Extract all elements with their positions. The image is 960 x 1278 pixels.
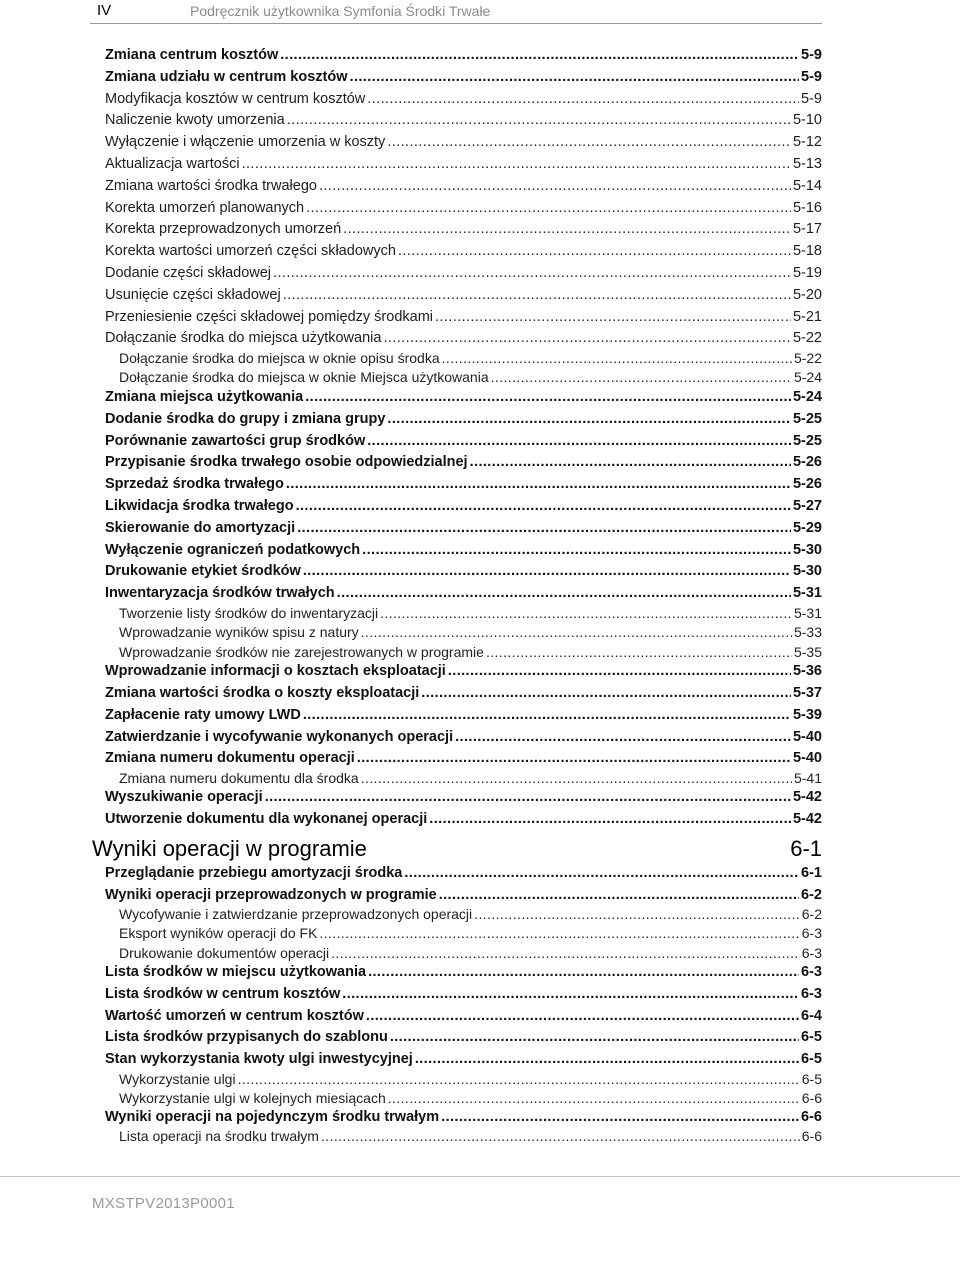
toc-entry[interactable] [105, 475, 822, 493]
toc-entry-page: 5-21 [792, 308, 822, 325]
page-header [0, 0, 960, 26]
toc-entry[interactable] [105, 453, 822, 471]
dot-leader [362, 541, 791, 559]
toc-entry[interactable] [105, 90, 822, 108]
toc-entry[interactable] [105, 111, 822, 129]
dot-leader [441, 1108, 799, 1126]
dot-leader [387, 133, 791, 151]
toc-entry-title: Zmiana miejsca użytkowania [105, 388, 304, 405]
toc-entry-page: 5-26 [792, 476, 822, 493]
dot-leader [474, 905, 800, 923]
footer-rule [0, 1176, 960, 1177]
toc-entry[interactable] [119, 944, 822, 962]
toc-entry-page: 6-5 [801, 1051, 822, 1068]
dot-leader [321, 1127, 800, 1145]
toc-entry-page: 5-24 [793, 369, 822, 386]
dot-leader [296, 497, 791, 515]
dot-leader [242, 155, 791, 173]
toc-entry-title: Przeglądanie przebiegu amortyzacji środka [105, 865, 403, 881]
toc-entry-title: Korekta umorzeń planowanych [105, 199, 305, 216]
dot-leader [367, 432, 791, 450]
dot-leader [442, 349, 792, 367]
dot-leader [297, 519, 791, 537]
toc-entry-page: 5-9 [801, 47, 822, 63]
toc-entry-title: Tworzenie listy środków do inwentaryzacji [119, 604, 379, 621]
toc-entry-page: 5-42 [792, 811, 822, 828]
toc-entry[interactable] [105, 706, 822, 724]
toc-entry[interactable] [119, 1127, 822, 1145]
toc-entry-title: Lista środków w centrum kosztów [105, 985, 341, 1002]
toc-entry-title: Utworzenie dokumentu dla wykonanej operacji [105, 811, 428, 828]
toc-entry-page: 5-37 [792, 684, 822, 701]
toc-entry-page: 5-22 [793, 349, 822, 366]
dot-leader [361, 623, 792, 641]
toc-entry-page: 5-17 [792, 221, 822, 238]
toc-entry-title: Przeniesienie części składowej pomiędzy środkami [105, 308, 433, 325]
toc-entry-title: Wyłączenie ograniczeń podatkowych [105, 541, 361, 558]
dot-leader [491, 368, 792, 386]
dot-leader [319, 177, 791, 195]
toc-entry-page: 5-10 [792, 112, 822, 129]
toc-entry[interactable] [119, 905, 822, 923]
dot-leader [421, 684, 791, 702]
toc-entry[interactable] [105, 155, 822, 173]
toc-entry[interactable] [105, 985, 822, 1003]
toc-entry[interactable] [105, 562, 822, 580]
dot-leader [404, 864, 799, 882]
toc-entry-page: 5-31 [793, 604, 822, 621]
toc-entry-title: Zmiana numeru dokumentu dla środka [119, 769, 359, 786]
dot-leader [455, 728, 791, 746]
toc-entry-title: Zmiana wartości środka trwałego [105, 177, 317, 194]
dot-leader [303, 562, 791, 580]
toc-entry-title: Wartość umorzeń w centrum kosztów [105, 1007, 364, 1024]
toc-entry-title: Wykorzystanie ulgi w kolejnych miesiącach [119, 1089, 386, 1106]
toc-entry-page: 5-33 [793, 624, 822, 641]
toc-entry-title: Lista środków przypisanych do szablonu [105, 1029, 388, 1046]
toc-entry[interactable] [105, 308, 822, 326]
toc-entry-title: Dołączanie środka do miejsca w oknie Miejsca użytkowania [119, 369, 489, 386]
toc-entry-title: Naliczenie kwoty umorzenia [105, 112, 285, 129]
document-code: MXSTPV2013P0001 [92, 1195, 235, 1212]
dot-leader [387, 410, 791, 428]
toc-entry-title: Wycofywanie i zatwierdzanie przeprowadzonych operacji [119, 906, 473, 923]
toc-entry[interactable] [119, 924, 822, 942]
toc-entry-title: Inwentaryzacja środków trwałych [105, 585, 335, 602]
toc-entry-page: 6-6 [801, 1128, 822, 1145]
toc-entry[interactable] [119, 1070, 822, 1088]
toc-entry-page: 5-14 [792, 177, 822, 194]
toc-entry-page: 6-3 [801, 964, 822, 980]
toc-entry[interactable] [105, 810, 822, 828]
toc-entry[interactable] [105, 788, 822, 806]
toc-entry[interactable] [105, 584, 822, 602]
toc-entry[interactable] [105, 133, 822, 151]
toc-entry[interactable] [105, 662, 822, 680]
toc-entry-title: Wyniki operacji na pojedynczym środku trwałym [105, 1109, 440, 1126]
toc-entry-page: 5-18 [792, 243, 822, 260]
toc-entry[interactable] [105, 541, 822, 559]
toc-entry-page: 6-5 [801, 1029, 822, 1046]
toc-entry-title: Wyszukiwanie operacji [105, 789, 263, 806]
toc-entry-title: Korekta wartości umorzeń części składowych [105, 243, 396, 260]
toc-entry-page: 5-20 [792, 286, 822, 303]
toc-entry-page: 6-3 [801, 944, 822, 961]
toc-entry-page: 6-2 [801, 906, 822, 923]
dot-leader [380, 604, 792, 622]
dot-leader [273, 264, 791, 282]
toc-entry-page: 5-26 [792, 454, 822, 471]
dot-leader [448, 662, 791, 680]
toc-entry-page: 5-25 [792, 410, 822, 427]
page-number: IV [97, 2, 112, 19]
toc-entry-page: 5-12 [792, 134, 822, 151]
toc-entry-page: 6-3 [801, 985, 822, 1002]
toc-entry[interactable] [119, 623, 822, 641]
toc-entry-page: 5-29 [792, 519, 822, 536]
toc-entry[interactable] [105, 68, 822, 86]
toc-entry[interactable] [119, 643, 822, 661]
toc-entry[interactable] [105, 749, 822, 767]
toc-entry-title: Likwidacja środka trwałego [105, 497, 294, 514]
toc-entry[interactable] [105, 1028, 822, 1046]
toc-entry-page: 5-31 [792, 585, 822, 602]
toc-entry[interactable] [105, 46, 822, 64]
toc-entry[interactable] [105, 286, 822, 304]
toc-entry-page: 5-42 [792, 789, 822, 806]
dot-leader [383, 329, 791, 347]
toc-entry-page: 6-4 [801, 1007, 822, 1024]
toc-entry[interactable] [119, 604, 822, 622]
dot-leader [303, 706, 791, 724]
dot-leader [305, 388, 791, 406]
toc-entry[interactable] [105, 220, 822, 238]
running-title: Podręcznik użytkownika Symfonia Środki Trwałe [190, 3, 491, 19]
toc-entry-page: 5-9 [801, 90, 822, 107]
toc-entry[interactable] [105, 497, 822, 515]
toc-entry-page: 6-5 [801, 1070, 822, 1087]
dot-leader [238, 1070, 800, 1088]
chapter-title: Wyniki operacji w programie [92, 836, 367, 861]
dot-leader [390, 1028, 799, 1046]
dot-leader [366, 1007, 799, 1025]
dot-leader [286, 475, 791, 493]
toc-entry[interactable] [105, 199, 822, 217]
toc-entry-title: Dołączanie środka do miejsca użytkowania [105, 330, 382, 347]
dot-leader [398, 242, 791, 260]
toc-entry-page: 5-22 [792, 330, 822, 347]
toc-entry-title: Stan wykorzystania kwoty ulgi inwestycyjnej [105, 1051, 413, 1068]
toc-entry[interactable] [119, 769, 822, 787]
header-rule [90, 23, 822, 24]
toc-entry-page: 6-1 [801, 865, 822, 881]
toc-entry[interactable] [105, 329, 822, 347]
toc-entry[interactable] [105, 684, 822, 702]
toc-entry-title: Aktualizacja wartości [105, 156, 240, 172]
toc-entry-title: Dodanie środka do grupy i zmiana grupy [105, 410, 386, 427]
dot-leader [319, 924, 799, 942]
toc-entry[interactable] [105, 728, 822, 746]
toc-entry-page: 5-40 [792, 750, 822, 767]
dot-leader [350, 68, 800, 86]
toc-entry-page: 5-39 [792, 706, 822, 723]
toc-entry-title: Zatwierdzanie i wycofywanie wykonanych operacji [105, 728, 454, 745]
toc-entry-title: Lista operacji na środku trwałym [119, 1128, 319, 1145]
chapter-page: 6-1 [790, 836, 822, 861]
toc-entry[interactable] [105, 432, 822, 450]
toc-entry-title: Wprowadzanie środków nie zarejestrowanych w programie [119, 643, 484, 660]
toc-entry[interactable] [105, 519, 822, 537]
toc-entry-title: Zmiana wartości środka o koszty eksploatacji [105, 684, 420, 701]
toc-entry-page: 6-6 [801, 1089, 822, 1106]
toc-entry-title: Zmiana centrum kosztów [105, 47, 279, 63]
toc-entry-title: Wprowadzanie informacji o kosztach eksploatacji [105, 663, 446, 680]
toc-entry-page: 5-13 [792, 156, 822, 172]
toc-entry[interactable] [105, 864, 822, 882]
dot-leader [337, 584, 791, 602]
toc-entry[interactable] [105, 410, 822, 428]
toc-entry-title: Drukowanie dokumentów operacji [119, 944, 330, 961]
toc-entry-title: Eksport wyników operacji do FK [119, 925, 318, 942]
dot-leader [306, 199, 791, 217]
toc-entry-title: Usunięcie części składowej [105, 286, 281, 303]
toc-entry-title: Modyfikacja kosztów w centrum kosztów [105, 90, 366, 107]
toc-entry-title: Porównanie zawartości grup środków [105, 432, 366, 449]
toc-entry[interactable] [119, 349, 822, 367]
toc-entry-title: Dołączanie środka do miejsca w oknie opisu środka [119, 349, 440, 366]
toc-entry[interactable] [105, 1007, 822, 1025]
toc-entry[interactable] [105, 242, 822, 260]
dot-leader [357, 749, 791, 767]
dot-leader [283, 286, 791, 304]
toc-entry-title: Zmiana numeru dokumentu operacji [105, 750, 355, 767]
toc-entry-title: Drukowanie etykiet środków [105, 563, 301, 580]
toc-entry-title: Dodanie części składowej [105, 265, 272, 281]
dot-leader [361, 769, 792, 787]
toc-entry-page: 5-16 [792, 199, 822, 216]
dot-leader [287, 111, 791, 129]
toc-entry-page: 5-35 [793, 643, 822, 660]
toc-entry-title: Wyniki operacji przeprowadzonych w programie [105, 886, 437, 903]
dot-leader [388, 1089, 800, 1107]
dot-leader [367, 90, 799, 108]
toc-entry[interactable] [105, 388, 822, 406]
toc-entry[interactable] [119, 1089, 822, 1107]
dot-leader [470, 453, 791, 471]
dot-leader [265, 788, 791, 806]
toc-entry-title: Wprowadzanie wyników spisu z natury [119, 624, 359, 641]
toc-entry-title: Lista środków w miejscu użytkowania [105, 964, 367, 980]
toc-entry-page: 5-40 [792, 728, 822, 745]
toc-entry[interactable] [105, 264, 822, 282]
dot-leader [343, 220, 791, 238]
toc-entry-title: Korekta przeprowadzonych umorzeń [105, 221, 342, 238]
toc-entry-page: 6-6 [801, 1109, 822, 1126]
toc-entry-page: 5-41 [793, 769, 822, 786]
toc-entry-page: 5-24 [792, 388, 822, 405]
toc-entry-page: 5-30 [792, 563, 822, 580]
dot-leader [486, 643, 792, 661]
toc-entry-title: Wykorzystanie ulgi [119, 1070, 236, 1087]
toc-chapter-heading[interactable] [92, 836, 822, 862]
toc-entry-page: 5-19 [792, 265, 822, 281]
toc-entry-page: 6-2 [801, 886, 822, 903]
dot-leader [342, 985, 799, 1003]
toc-entry-page: 5-36 [792, 663, 822, 680]
dot-leader [439, 886, 799, 904]
toc-entry[interactable] [119, 368, 822, 386]
dot-leader [435, 308, 791, 326]
toc-entry-page: 5-9 [801, 68, 822, 85]
dot-leader [415, 1050, 799, 1068]
toc-entry-title: Skierowanie do amortyzacji [105, 519, 296, 536]
toc-entry-title: Zapłacenie raty umowy LWD [105, 706, 301, 723]
toc-entry[interactable] [105, 886, 822, 904]
toc-entry-title: Przypisanie środka trwałego osobie odpowiedzialnej [105, 454, 468, 471]
toc-entry-title: Zmiana udziału w centrum kosztów [105, 68, 348, 85]
toc-entry-page: 5-30 [792, 541, 822, 558]
toc-entry[interactable] [105, 1108, 822, 1126]
dot-leader [429, 810, 791, 828]
toc-entry-page: 5-25 [792, 432, 822, 449]
toc-entry-page: 6-3 [801, 925, 822, 942]
toc-entry[interactable] [105, 1050, 822, 1068]
dot-leader [331, 944, 800, 962]
toc-entry[interactable] [105, 963, 822, 981]
toc-entry-title: Sprzedaż środka trwałego [105, 476, 284, 493]
toc-entry-page: 5-27 [792, 497, 822, 514]
dot-leader [280, 46, 799, 64]
dot-leader [368, 963, 799, 981]
toc-entry-title: Wyłączenie i włączenie umorzenia w koszty [105, 134, 386, 151]
toc-entry[interactable] [105, 177, 822, 195]
